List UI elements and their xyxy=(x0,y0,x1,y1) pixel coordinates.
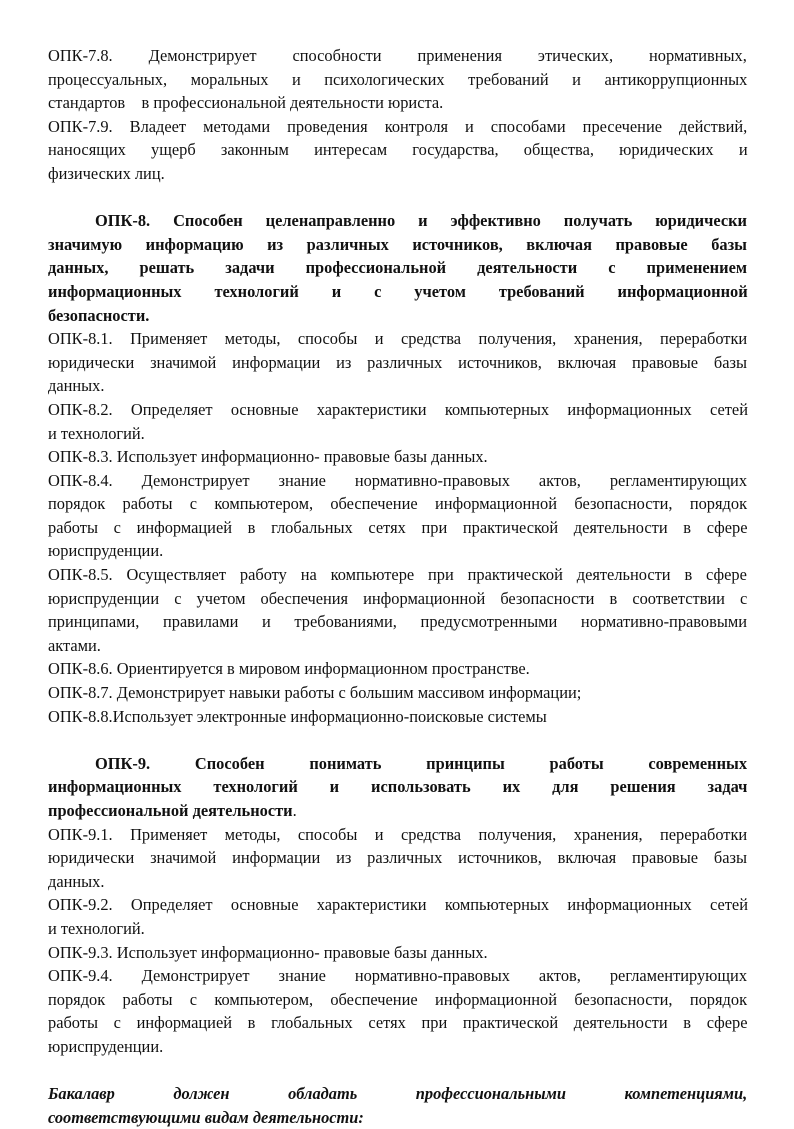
text-line: ОПК-8.5. Осуществляет работу на компьютере при практической деятельности в сфере xyxy=(48,565,747,585)
text-line: ОПК-8.8.Использует электронные информационно-поисковые системы xyxy=(48,706,547,726)
text-line: физических лиц. xyxy=(48,163,165,183)
competency-opk-8-2 xyxy=(48,398,747,445)
competency-opk-7-9 xyxy=(48,115,747,186)
closing-line: Бакалавр должен обладать профессиональными компетенциями, xyxy=(48,1084,748,1104)
competency-opk-8-5 xyxy=(48,563,747,657)
text-line: стандартов в профессиональной деятельности юриста. xyxy=(48,93,444,113)
text-line: ОПК-8.4. Демонстрирует знание нормативно-правовых актов, регламентирующих xyxy=(48,470,748,490)
competency-opk-9-1 xyxy=(48,823,747,894)
text-line: работы с информацией в глобальных сетях при практической деятельности в сфере xyxy=(48,1013,748,1033)
text-line: юриспруденции с учетом обеспечения информационной безопасности в соответствии с xyxy=(48,588,748,608)
text-line: ОПК-8.2. Определяет основные характеристики компьютерных информационных сетей xyxy=(48,399,748,419)
text-line: порядок работы с компьютером, обеспечение информационной безопасности, порядок xyxy=(48,989,748,1009)
text-line: ОПК-9.2. Определяет основные характеристики компьютерных информационных сетей xyxy=(48,895,748,915)
paragraph-gap xyxy=(48,186,747,210)
competency-heading-opk-8 xyxy=(48,209,747,327)
text-line: работы с информацией в глобальных сетях при практической деятельности в сфере xyxy=(48,517,748,537)
text-line: данных. xyxy=(48,871,105,891)
closing-line: соответствующими видам деятельности: xyxy=(48,1107,364,1127)
text-line: порядок работы с компьютером, обеспечение информационной безопасности, порядок xyxy=(48,494,748,514)
competency-opk-9-2 xyxy=(48,893,747,940)
text-line: юриспруденции. xyxy=(48,1036,164,1056)
competency-heading-opk-9 xyxy=(48,752,747,823)
text-line: юридически значимой информации из различных источников, включая правовые базы xyxy=(48,848,747,868)
document-page xyxy=(48,44,747,1129)
text-line: данных. xyxy=(48,376,105,396)
competency-opk-8-7 xyxy=(48,681,747,705)
text-line: наносящих ущерб законным интересам государства, общества, юридических и xyxy=(48,140,748,160)
competency-opk-9-3 xyxy=(48,941,747,965)
competency-opk-8-4 xyxy=(48,469,747,563)
heading-line: ОПК-9. Способен понимать принципы работы современных xyxy=(95,753,748,773)
text-line: процессуальных, моральных и психологических требований и антикоррупционных xyxy=(48,69,748,89)
heading-line: информационных технологий и с учетом требований информационной xyxy=(48,281,748,301)
heading-punctuation: . xyxy=(292,801,297,820)
text-line: юридически значимой информации из различных источников, включая правовые базы xyxy=(48,352,747,372)
heading-line: данных, решать задачи профессиональной деятельности с применением xyxy=(48,258,748,278)
text-line: ОПК-7.8. Демонстрирует способности применения этических, нормативных, xyxy=(48,46,747,65)
text-line: ОПК-9.4. Демонстрирует знание нормативно-правовых актов, регламентирующих xyxy=(48,966,748,986)
text-line: актами. xyxy=(48,635,101,655)
text-line: ОПК-9.3. Использует информационно- правовые базы данных. xyxy=(48,942,488,962)
text-line: ОПК-8.3. Использует информационно- правовые базы данных. xyxy=(48,447,488,467)
text-line: ОПК-8.7. Демонстрирует навыки работы с большим массивом информации; xyxy=(48,683,582,703)
heading-line: значимую информацию из различных источников, включая правовые базы xyxy=(48,234,747,254)
text-line: юриспруденции. xyxy=(48,541,164,561)
competency-opk-8-1 xyxy=(48,327,747,398)
text-line: и технологий. xyxy=(48,423,145,443)
paragraph-gap xyxy=(48,1059,747,1083)
heading-text: профессиональной деятельности xyxy=(48,801,293,820)
paragraph-gap xyxy=(48,728,747,752)
heading-line: информационных технологий и использовать их для решения задач xyxy=(48,777,748,797)
text-line: ОПК-7.9. Владеет методами проведения контроля и способами пресечение действий, xyxy=(48,116,748,136)
heading-line: ОПК-8. Способен целенаправленно и эффективно получать юридически xyxy=(95,211,747,231)
heading-line-last xyxy=(48,799,747,823)
text-line: ОПК-8.1. Применяет методы, способы и средства получения, хранения, переработки xyxy=(48,329,748,349)
heading-line: безопасности. xyxy=(48,305,150,325)
text-line: ОПК-8.6. Ориентируется в мировом информационном пространстве. xyxy=(48,659,530,679)
text-line: ОПК-9.1. Применяет методы, способы и средства получения, хранения, переработки xyxy=(48,824,748,844)
text-line: и технологий. xyxy=(48,918,145,938)
closing-statement xyxy=(48,1082,747,1129)
competency-opk-8-6 xyxy=(48,657,747,681)
competency-opk-8-8 xyxy=(48,705,747,729)
competency-opk-9-4 xyxy=(48,964,747,1058)
text-line: принципами, правилами и требованиями, предусмотренными нормативно-правовыми xyxy=(48,612,748,632)
competency-opk-7-8 xyxy=(48,44,747,115)
competency-opk-8-3 xyxy=(48,445,747,469)
